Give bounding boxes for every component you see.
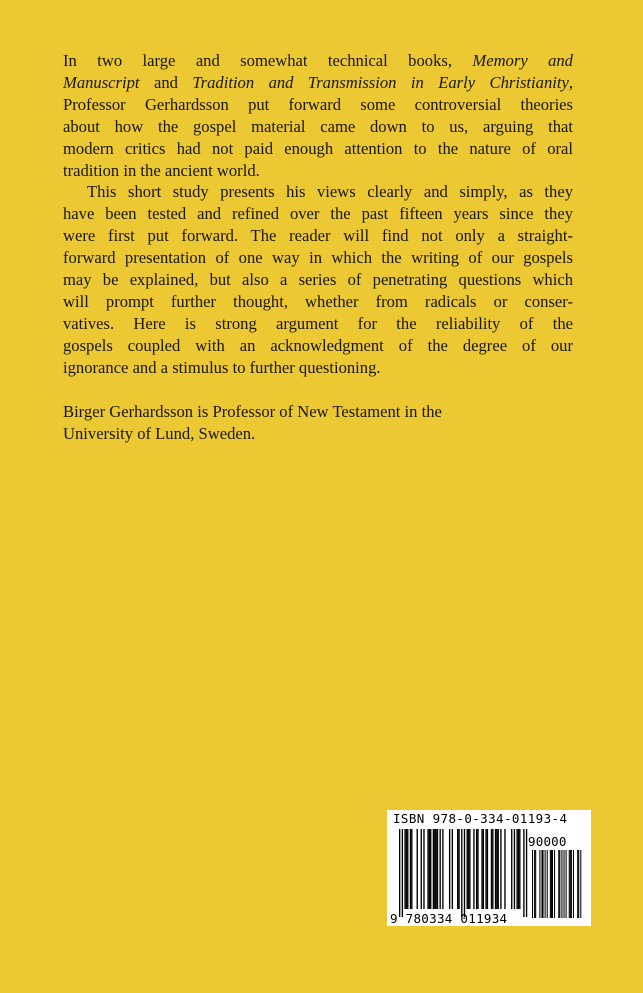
addon-bar bbox=[554, 850, 555, 918]
barcode-bar bbox=[399, 829, 400, 917]
addon-bar bbox=[559, 850, 560, 918]
bio-line-2: University of Lund, Sweden. bbox=[63, 423, 256, 443]
barcode-bar bbox=[423, 829, 424, 909]
addon-bar bbox=[534, 850, 535, 918]
addon-bar bbox=[547, 850, 548, 918]
barcode-bar bbox=[504, 829, 505, 909]
p2-line-6: will prompt further thought, whether from radicals or conser- bbox=[63, 291, 573, 311]
book-title-memory-and: Memory and bbox=[472, 51, 573, 70]
barcode-bar bbox=[452, 829, 453, 909]
addon-bar bbox=[561, 850, 562, 918]
addon-bar bbox=[573, 850, 574, 918]
barcode-bar bbox=[435, 829, 436, 909]
addon-bar bbox=[564, 850, 565, 918]
p1-line-4: about how the gospel material came down to us, arguing that bbox=[63, 116, 573, 136]
barcode-bar bbox=[487, 829, 488, 909]
barcode-bar bbox=[410, 829, 411, 909]
p1-line-3: Professor Gerhardsson put forward some controversial theories bbox=[63, 94, 573, 114]
barcode-bar bbox=[429, 829, 430, 909]
book-title-manuscript: Manuscript bbox=[63, 72, 140, 92]
barcode-bar bbox=[519, 829, 520, 909]
addon-bar bbox=[550, 850, 551, 918]
bio-line-1: Birger Gerhardsson is Professor of New Testament in the bbox=[63, 401, 442, 421]
book-title-tradition-and-transmission: Tradition and Transmission in Early Christianity bbox=[192, 72, 569, 92]
p1-line-5: modern critics had not paid enough attention to the nature of oral bbox=[63, 138, 573, 158]
addon-bar bbox=[580, 850, 581, 918]
barcode-bar bbox=[440, 829, 441, 909]
barcode-bar bbox=[473, 829, 474, 909]
addon-bar bbox=[539, 850, 540, 918]
barcode-bar bbox=[449, 829, 450, 909]
author-bio bbox=[63, 401, 573, 445]
addon-bar bbox=[570, 850, 571, 918]
p2-line-9: ignorance and a stimulus to further questioning. bbox=[63, 357, 381, 377]
addon-bar bbox=[571, 850, 572, 918]
barcode-bar bbox=[442, 829, 443, 909]
barcode-bar bbox=[500, 829, 501, 909]
p1-line-1 bbox=[63, 50, 573, 72]
p1-line-6: tradition in the ancient world. bbox=[63, 160, 260, 180]
barcode-bar bbox=[430, 829, 431, 909]
p1-line-2-and: and bbox=[139, 72, 193, 92]
p2-line-7: vatives. Here is strong argument for the reliability of the bbox=[63, 313, 573, 333]
barcode-bar bbox=[496, 829, 497, 909]
p1-line-2 bbox=[63, 72, 573, 94]
barcode-bar bbox=[477, 829, 478, 909]
description-paragraph-1 bbox=[63, 50, 573, 181]
barcode-bar bbox=[476, 829, 477, 909]
addon-bar bbox=[545, 850, 546, 918]
barcode-bar bbox=[458, 829, 459, 909]
barcode-bar bbox=[433, 829, 434, 909]
isbn-barcode bbox=[387, 810, 591, 926]
p1-line-1-text: In two large and somewhat technical books, bbox=[63, 51, 473, 70]
barcode-bar bbox=[492, 829, 493, 909]
addon-bar bbox=[535, 850, 536, 918]
p1-line-2-comma: , bbox=[568, 72, 573, 92]
barcode-bar bbox=[406, 829, 407, 909]
barcode-bar bbox=[495, 829, 496, 909]
barcode-bar bbox=[516, 829, 517, 909]
barcode-bar bbox=[421, 829, 422, 909]
barcode-bar bbox=[457, 829, 458, 909]
barcode-bar bbox=[411, 829, 412, 909]
barcode-bar bbox=[461, 829, 462, 917]
barcode-bar bbox=[511, 829, 512, 909]
barcode-bar bbox=[402, 829, 403, 917]
description-paragraph-2 bbox=[63, 181, 573, 378]
barcode-bar bbox=[469, 829, 470, 909]
p2-line-1: This short study presents his views clearly and simply, as they bbox=[87, 182, 573, 202]
barcode-bar bbox=[514, 829, 515, 909]
back-cover-text bbox=[63, 50, 573, 444]
addon-bar bbox=[569, 850, 570, 918]
p2-line-8: gospels coupled with an acknowledgment of the degree of our bbox=[63, 335, 573, 355]
isbn-label: ISBN 978-0-334-01193-4 bbox=[393, 811, 568, 826]
barcode-bar bbox=[483, 829, 484, 909]
barcode-bar bbox=[437, 829, 438, 909]
barcode-bar bbox=[468, 829, 469, 909]
barcode-bars bbox=[387, 810, 591, 926]
addon-bar bbox=[532, 850, 533, 918]
barcode-bar bbox=[404, 829, 405, 909]
price-code: 90000 bbox=[528, 834, 567, 849]
barcode-bar bbox=[417, 829, 418, 909]
barcode-bar bbox=[485, 829, 486, 909]
addon-bar bbox=[577, 850, 578, 918]
barcode-bar bbox=[467, 829, 468, 909]
addon-bar bbox=[543, 850, 544, 918]
barcode-bar bbox=[498, 829, 499, 909]
barcode-bar bbox=[464, 829, 465, 917]
addon-bar bbox=[551, 850, 552, 918]
addon-bar bbox=[541, 850, 542, 918]
p2-line-4: forward presentation of one way in which the writing of our gospels bbox=[63, 248, 573, 268]
p2-line-3: were first put forward. The reader will find not only a straight- bbox=[63, 226, 573, 246]
addon-bar bbox=[566, 850, 567, 918]
barcode-bar bbox=[523, 829, 524, 917]
barcode-bar bbox=[407, 829, 408, 909]
barcode-bar bbox=[481, 829, 482, 909]
p2-line-2: have been tested and refined over the past fifteen years since they bbox=[63, 204, 573, 224]
ean-digits: 9 780334 011934 bbox=[390, 911, 508, 926]
p2-line-5: may be explained, but also a series of penetrating questions which bbox=[63, 270, 573, 290]
barcode-bar bbox=[491, 829, 492, 909]
barcode-bar bbox=[434, 829, 435, 909]
addon-bar bbox=[578, 850, 579, 918]
barcode-bar bbox=[518, 829, 519, 909]
barcode-bar bbox=[427, 829, 428, 909]
addon-bar bbox=[558, 850, 559, 918]
addon-bar bbox=[552, 850, 553, 918]
